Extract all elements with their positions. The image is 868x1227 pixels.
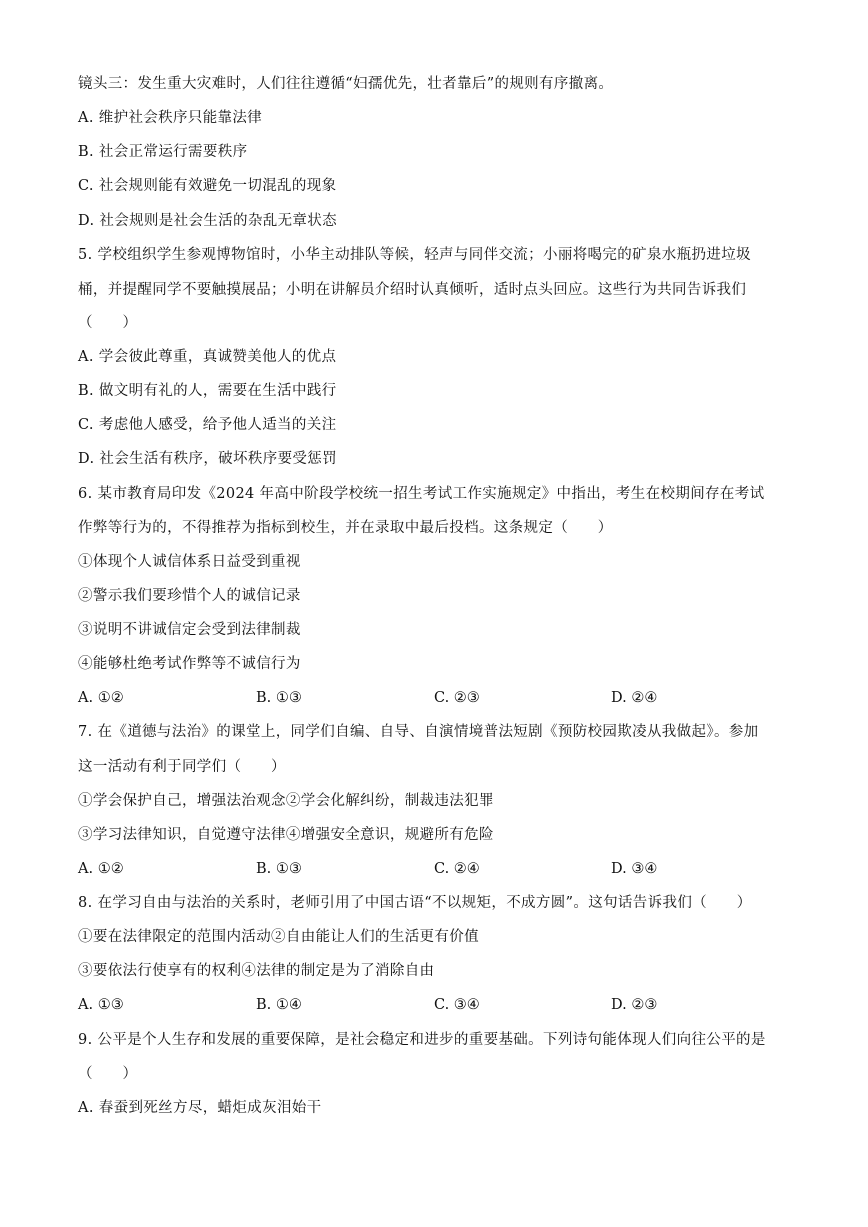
q9-answer-blank: （ ） xyxy=(78,1066,138,1082)
q5-option-d: D. 社会生活有秩序，破坏秩序要受惩罚 xyxy=(78,451,337,467)
q4-option-a: A. 维护社会秩序只能靠法律 xyxy=(78,110,263,126)
q6-choice-d: D. ②④ xyxy=(611,690,658,706)
scene-three-text: 镜头三：发生重大灾难时，人们往往遵循“妇孺优先，壮者靠后”的规则有序撤离。 xyxy=(78,76,614,92)
q8-choice-d: D. ②③ xyxy=(611,997,658,1013)
q7-statements-1-2: ①学会保护自己，增强法治观念②学会化解纠纷，制裁违法犯罪 xyxy=(78,793,494,809)
q9-option-a: A. 春蚕到死丝方尽，蜡炬成灰泪始干 xyxy=(78,1100,322,1116)
q7-choice-d: D. ③④ xyxy=(611,861,658,877)
q5-option-b: B. 做文明有礼的人，需要在生活中践行 xyxy=(78,383,337,399)
q5-stem-line-2: 桶，并提醒同学不要触摸展品；小明在讲解员介绍时认真倾听，适时点头回应。这些行为共同告诉我们 xyxy=(78,282,747,298)
q8-choice-c: C. ③④ xyxy=(434,997,480,1013)
q7-choice-a: A. ①② xyxy=(78,861,124,877)
q7-choices xyxy=(78,859,798,879)
q6-statement-1: ①体现个人诚信体系日益受到重视 xyxy=(78,554,301,570)
q6-choice-c: C. ②③ xyxy=(434,690,480,706)
q7-stem-line-2: 这一活动有利于同学们（ ） xyxy=(78,759,286,775)
q8-statements-1-2: ①要在法律限定的范围内活动②自由能让人们的生活更有价值 xyxy=(78,929,479,945)
q6-statement-4: ④能够杜绝考试作弊等不诚信行为 xyxy=(78,656,301,672)
q9-stem: 9. 公平是个人生存和发展的重要保障，是社会稳定和进步的重要基础。下列诗句能体现人们向往公平的是 xyxy=(78,1032,766,1048)
q7-choice-c: C. ②④ xyxy=(434,861,480,877)
q6-choices xyxy=(78,688,798,708)
q8-statements-3-4: ③要依法行使享有的权利④法律的制定是为了消除自由 xyxy=(78,963,435,979)
q8-choice-a: A. ①③ xyxy=(78,997,124,1013)
q7-choice-b: B. ①③ xyxy=(256,861,302,877)
q8-choices xyxy=(78,995,798,1015)
q4-option-d: D. 社会规则是社会生活的杂乱无章状态 xyxy=(78,213,337,229)
q8-choice-b: B. ①④ xyxy=(256,997,302,1013)
q5-option-c: C. 考虑他人感受，给予他人适当的关注 xyxy=(78,417,337,433)
q7-stem-line-1: 7. 在《道德与法治》的课堂上，同学们自编、自导、自演情境普法短剧《预防校园欺凌从我做起》。参加 xyxy=(78,724,759,740)
q6-statement-3: ③说明不讲诚信定会受到法律制裁 xyxy=(78,622,301,638)
q4-option-b: B. 社会正常运行需要秩序 xyxy=(78,144,248,160)
q8-stem: 8. 在学习自由与法治的关系时，老师引用了中国古语“不以规矩，不成方圆”。这句话告诉我们（ ） xyxy=(78,895,752,911)
q5-option-a: A. 学会彼此尊重，真诚赞美他人的优点 xyxy=(78,349,337,365)
q6-stem-line-2: 作弊等行为的，不得推荐为指标到校生，并在录取中最后投档。这条规定（ ） xyxy=(78,520,613,536)
q4-option-c: C. 社会规则能有效避免一切混乱的现象 xyxy=(78,178,337,194)
q6-choice-a: A. ①② xyxy=(78,690,124,706)
q6-choice-b: B. ①③ xyxy=(256,690,302,706)
q5-answer-blank: （ ） xyxy=(78,315,138,331)
q6-statement-2: ②警示我们要珍惜个人的诚信记录 xyxy=(78,588,301,604)
q5-stem-line-1: 5. 学校组织学生参观博物馆时，小华主动排队等候，轻声与同伴交流；小丽将喝完的矿泉水瓶扔进垃圾 xyxy=(78,247,751,263)
q7-statements-3-4: ③学习法律知识，自觉遵守法律④增强安全意识，规避所有危险 xyxy=(78,827,494,843)
q6-stem-line-1: 6. 某市教育局印发《2024 年高中阶段学校统一招生考试工作实施规定》中指出，考生在校期间存在考试 xyxy=(78,486,765,502)
